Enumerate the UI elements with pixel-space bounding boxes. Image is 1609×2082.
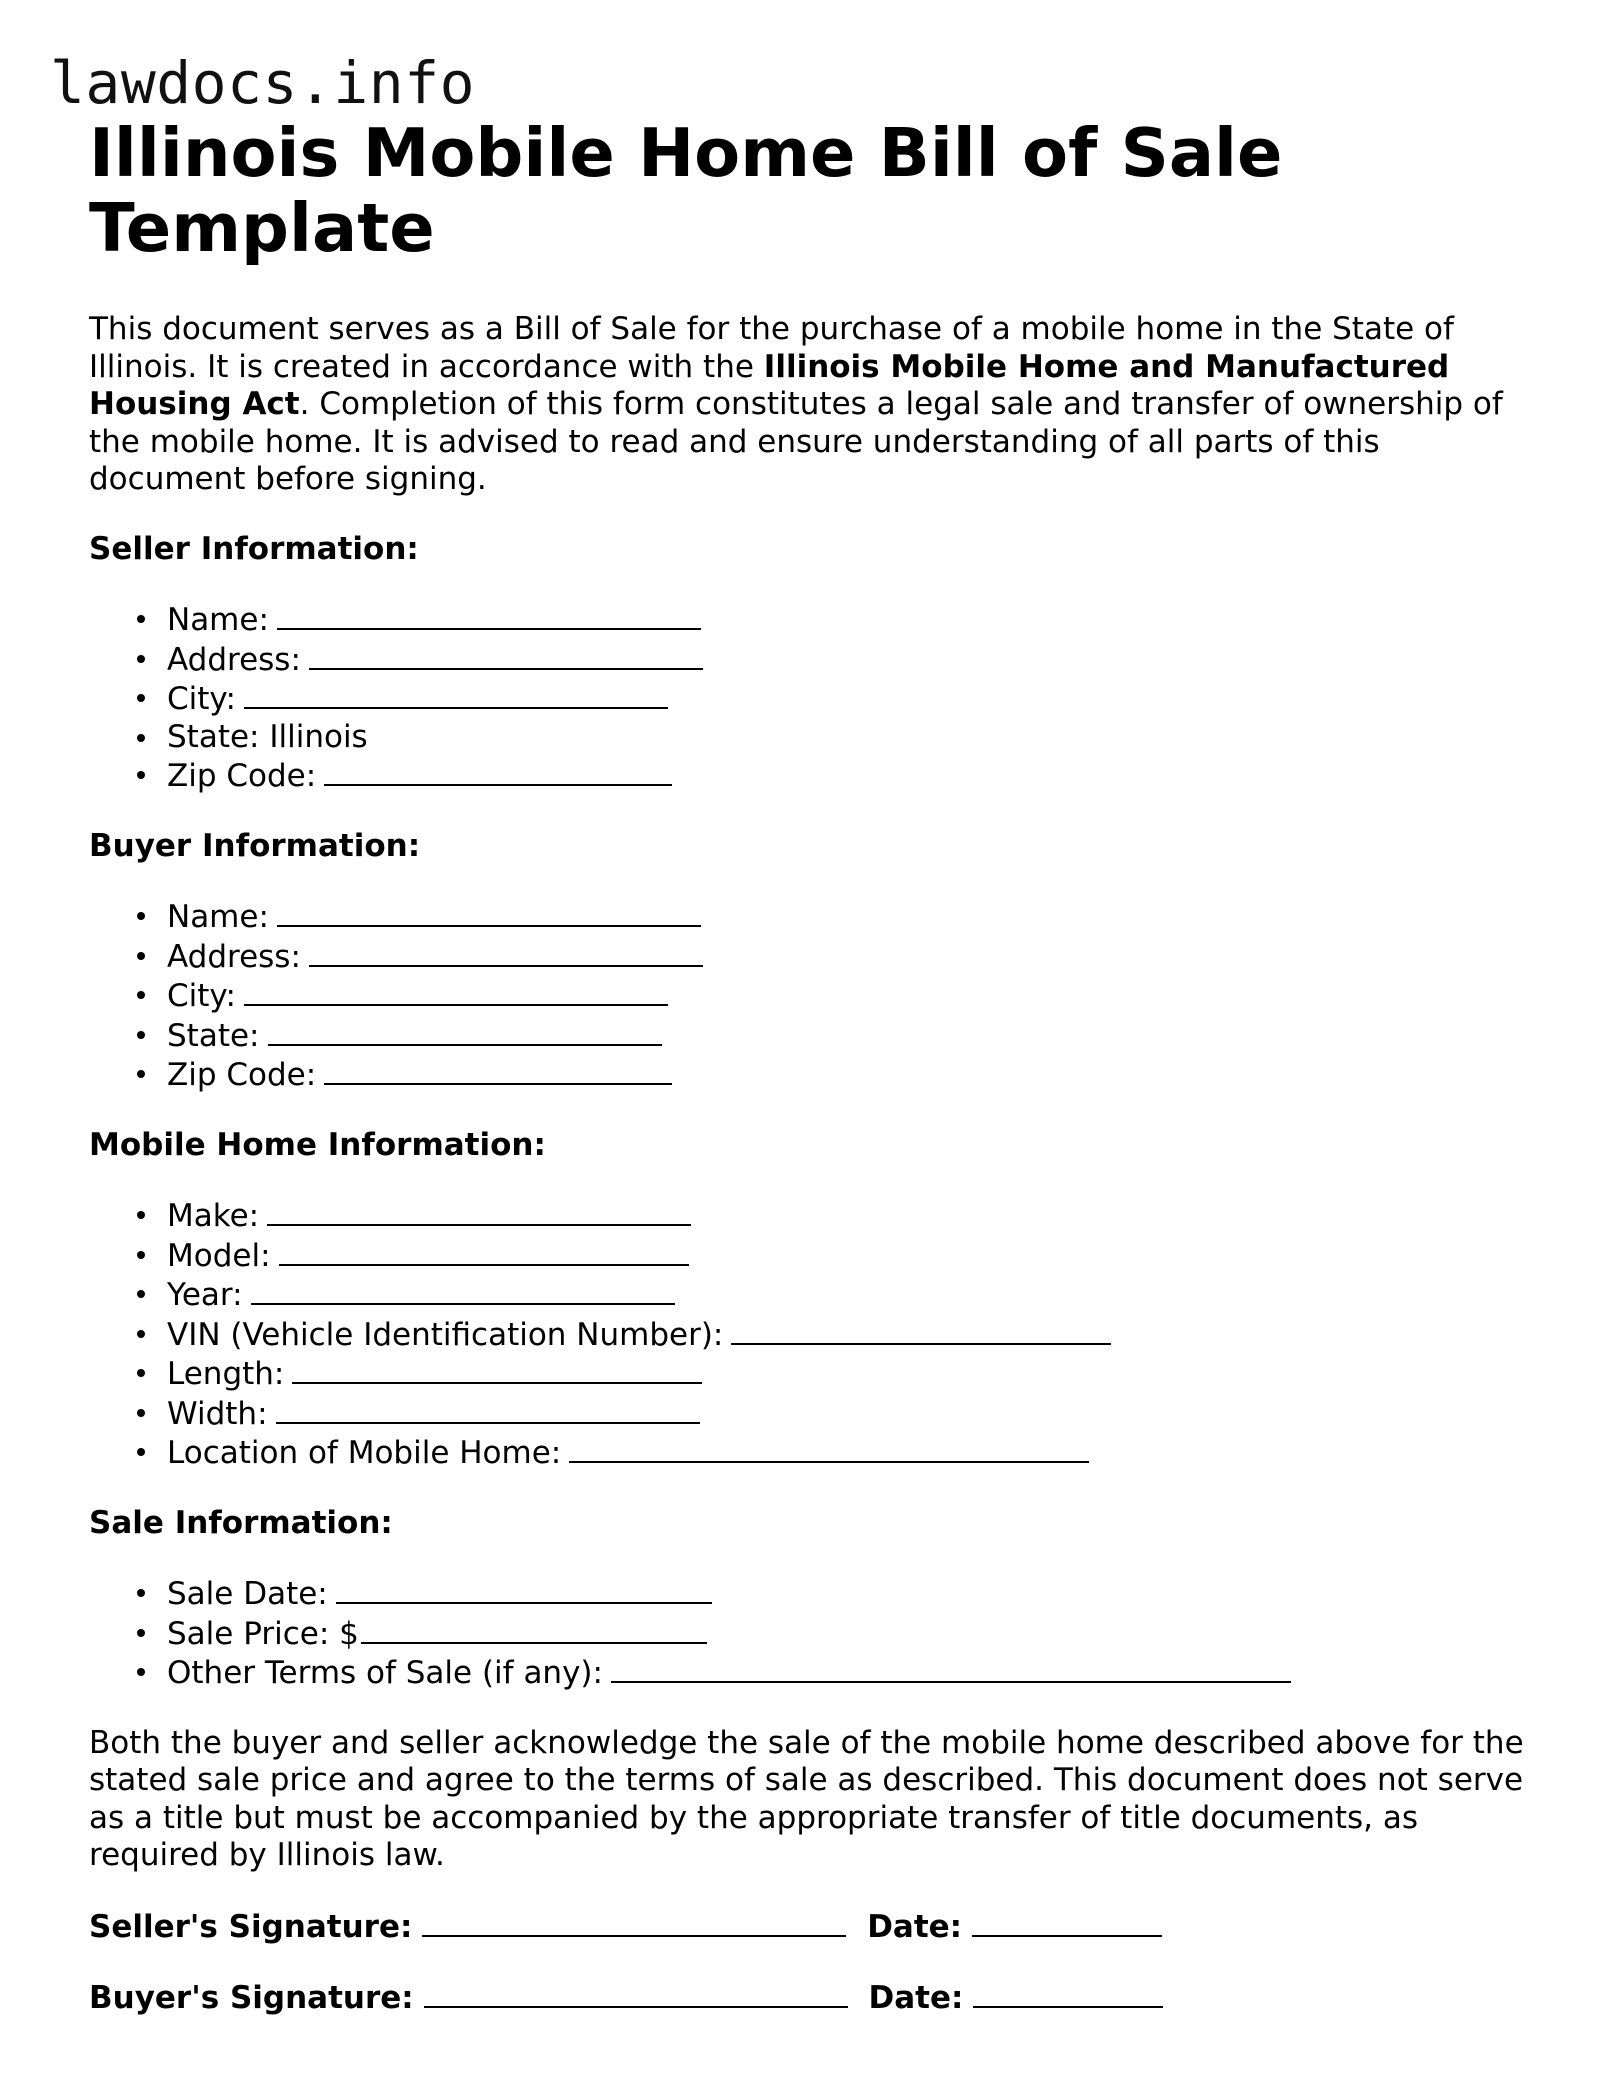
- sale-price-blank[interactable]: [361, 1614, 707, 1644]
- document-body: [89, 116, 1529, 2018]
- buyer-date-label: Date:: [868, 1980, 964, 2016]
- mobile-home-width-item: [167, 1394, 1529, 1434]
- mobile-home-vin-label: VIN (Vehicle Identification Number):: [167, 1316, 724, 1353]
- sale-price-item: [167, 1614, 1529, 1654]
- mobile-home-vin-item: [167, 1315, 1529, 1355]
- intro-act-name: Illinois Mobile Home and Manufactured Housing Act: [89, 348, 1450, 422]
- sale-date-blank[interactable]: [336, 1574, 712, 1604]
- sale-price-label: Sale Price: $: [167, 1615, 359, 1652]
- seller-address-blank[interactable]: [309, 640, 703, 670]
- buyer-state-label: State:: [167, 1017, 260, 1054]
- seller-city-label: City:: [167, 681, 236, 717]
- buyer-address-blank[interactable]: [309, 937, 703, 967]
- mobile-home-make-blank[interactable]: [267, 1196, 691, 1226]
- mobile-home-section-heading: Mobile Home Information:: [89, 1126, 546, 1163]
- seller-zip-label: Zip Code:: [167, 758, 317, 794]
- mobile-home-vin-blank[interactable]: [731, 1315, 1111, 1345]
- seller-zip-item: [167, 756, 1529, 796]
- buyer-name-blank[interactable]: [277, 897, 701, 927]
- sale-date-item: [167, 1574, 1529, 1614]
- intro-text-end: . Completion of this form constitutes a legal sale and transfer of ownership of the mobile home. It is advised to read and ensure understanding of all parts of this document before signing.: [89, 386, 1503, 497]
- seller-city-blank[interactable]: [244, 679, 668, 709]
- sale-other-terms-label: Other Terms of Sale (if any):: [167, 1655, 603, 1691]
- buyer-zip-label: Zip Code:: [167, 1057, 317, 1093]
- sale-section-heading: Sale Information:: [89, 1504, 393, 1541]
- seller-signature-line: [89, 1907, 1529, 1947]
- buyer-signature-blank[interactable]: [424, 1978, 848, 2008]
- seller-fields-list: [89, 600, 1529, 796]
- mobile-home-model-label: Model:: [167, 1237, 271, 1274]
- buyer-signature-line: [89, 1978, 1529, 2018]
- mobile-home-location-blank[interactable]: [569, 1433, 1089, 1463]
- buyer-name-item: [167, 897, 1529, 937]
- seller-zip-blank[interactable]: [324, 756, 672, 786]
- seller-state-label: State: Illinois: [167, 718, 368, 755]
- mobile-home-year-label: Year:: [167, 1277, 243, 1313]
- buyer-state-item: [167, 1016, 1529, 1056]
- seller-signature-label: Seller's Signature:: [89, 1908, 413, 1945]
- seller-section-heading: Seller Information:: [89, 530, 419, 567]
- sale-other-terms-item: [167, 1653, 1529, 1693]
- intro-text-start: This document serves as a Bill of Sale for the purchase of a mobile home in the State of Illinois. It is created in accordance with the: [89, 311, 1454, 385]
- mobile-home-length-blank[interactable]: [292, 1354, 702, 1384]
- mobile-home-year-item: [167, 1275, 1529, 1315]
- seller-city-item: [167, 679, 1529, 719]
- sale-other-terms-blank[interactable]: [611, 1653, 1291, 1683]
- seller-date-blank[interactable]: [972, 1907, 1162, 1937]
- mobile-home-location-label: Location of Mobile Home:: [167, 1435, 562, 1471]
- buyer-signature-label: Buyer's Signature:: [89, 1980, 414, 2016]
- seller-name-blank[interactable]: [277, 600, 701, 630]
- buyer-zip-blank[interactable]: [324, 1055, 672, 1085]
- buyer-zip-item: [167, 1055, 1529, 1095]
- sale-fields-list: [89, 1574, 1529, 1693]
- buyer-fields-list: [89, 897, 1529, 1095]
- buyer-city-blank[interactable]: [244, 976, 668, 1006]
- seller-name-item: [167, 600, 1529, 640]
- seller-signature-blank[interactable]: [422, 1907, 846, 1937]
- mobile-home-width-label: Width:: [167, 1395, 268, 1432]
- intro-paragraph: [89, 311, 1529, 499]
- buyer-state-blank[interactable]: [268, 1016, 662, 1046]
- sale-date-label: Sale Date:: [167, 1576, 328, 1612]
- buyer-name-label: Name:: [167, 899, 269, 935]
- site-watermark: lawdocs.info: [50, 49, 476, 117]
- buyer-city-label: City:: [167, 978, 236, 1014]
- seller-name-label: Name:: [167, 602, 269, 638]
- mobile-home-year-blank[interactable]: [251, 1275, 675, 1305]
- document-title: Illinois Mobile Home Bill of Sale Template: [89, 114, 1283, 267]
- mobile-home-width-blank[interactable]: [276, 1394, 700, 1424]
- mobile-home-length-item: [167, 1354, 1529, 1394]
- mobile-home-length-label: Length:: [167, 1356, 285, 1392]
- buyer-date-blank[interactable]: [973, 1978, 1163, 2008]
- seller-address-label: Address:: [167, 641, 301, 678]
- mobile-home-make-item: [167, 1196, 1529, 1236]
- mobile-home-model-item: [167, 1236, 1529, 1276]
- buyer-section-heading: Buyer Information:: [89, 827, 421, 864]
- mobile-home-location-item: [167, 1433, 1529, 1473]
- mobile-home-fields-list: [89, 1196, 1529, 1473]
- seller-state-item: [167, 719, 1529, 757]
- buyer-address-item: [167, 937, 1529, 977]
- buyer-city-item: [167, 976, 1529, 1016]
- seller-date-label: Date:: [867, 1908, 963, 1945]
- mobile-home-model-blank[interactable]: [279, 1236, 689, 1266]
- mobile-home-make-label: Make:: [167, 1198, 260, 1234]
- buyer-address-label: Address:: [167, 938, 301, 975]
- closing-paragraph: Both the buyer and seller acknowledge the sale of the mobile home described above for the stated sale price and agree to the terms of sale as described. This document does not serve as a title but must be accompanied by the appropriate transfer of title documents, as required by Illinois law.: [89, 1724, 1524, 1873]
- seller-address-item: [167, 640, 1529, 680]
